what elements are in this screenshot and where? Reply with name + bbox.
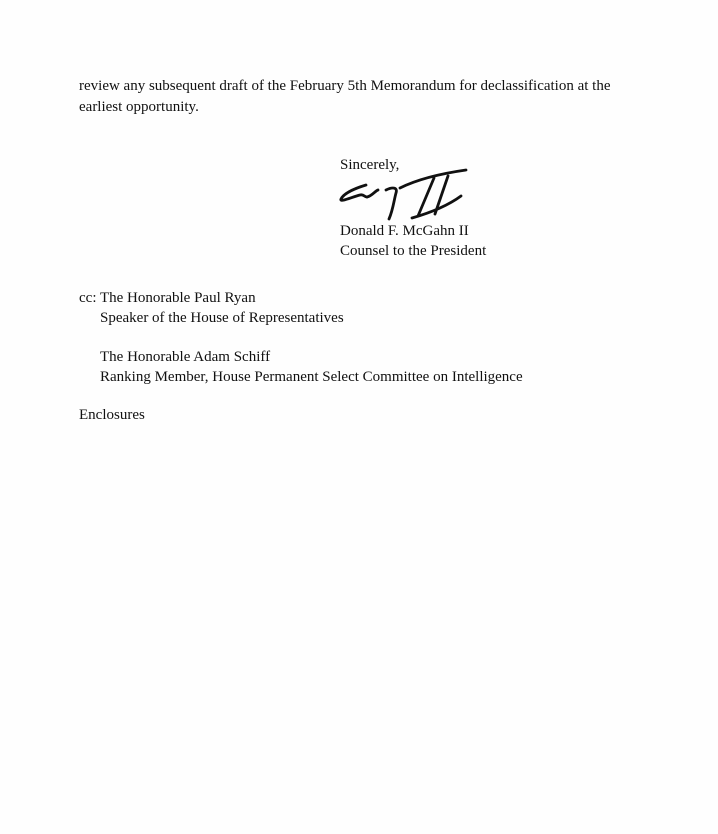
signature-stroke bbox=[367, 190, 378, 197]
cc-recipient-2-name: The Honorable Adam Schiff bbox=[100, 349, 271, 365]
signature-block bbox=[340, 221, 486, 261]
cc-recipient-2-title: Ranking Member, House Permanent Select Committee on Intelligence bbox=[100, 369, 523, 385]
signature-icon bbox=[338, 166, 490, 228]
cc-recipient-1-title: Speaker of the House of Representatives bbox=[100, 310, 344, 326]
body-paragraph: review any subsequent draft of the February 5th Memorandum for declassification at the earliest opportunity. bbox=[79, 78, 611, 115]
enclosures-label: Enclosures bbox=[79, 407, 145, 423]
signer-title: Counsel to the President bbox=[340, 243, 487, 259]
cc-list bbox=[79, 288, 523, 387]
closing-salutation: Sincerely, bbox=[340, 157, 400, 173]
cc-recipient-1-name: cc: The Honorable Paul Ryan bbox=[79, 290, 256, 306]
signer-name: Donald F. McGahn II bbox=[340, 223, 469, 239]
signature-stroke bbox=[341, 185, 367, 200]
signature-stroke bbox=[386, 188, 396, 219]
